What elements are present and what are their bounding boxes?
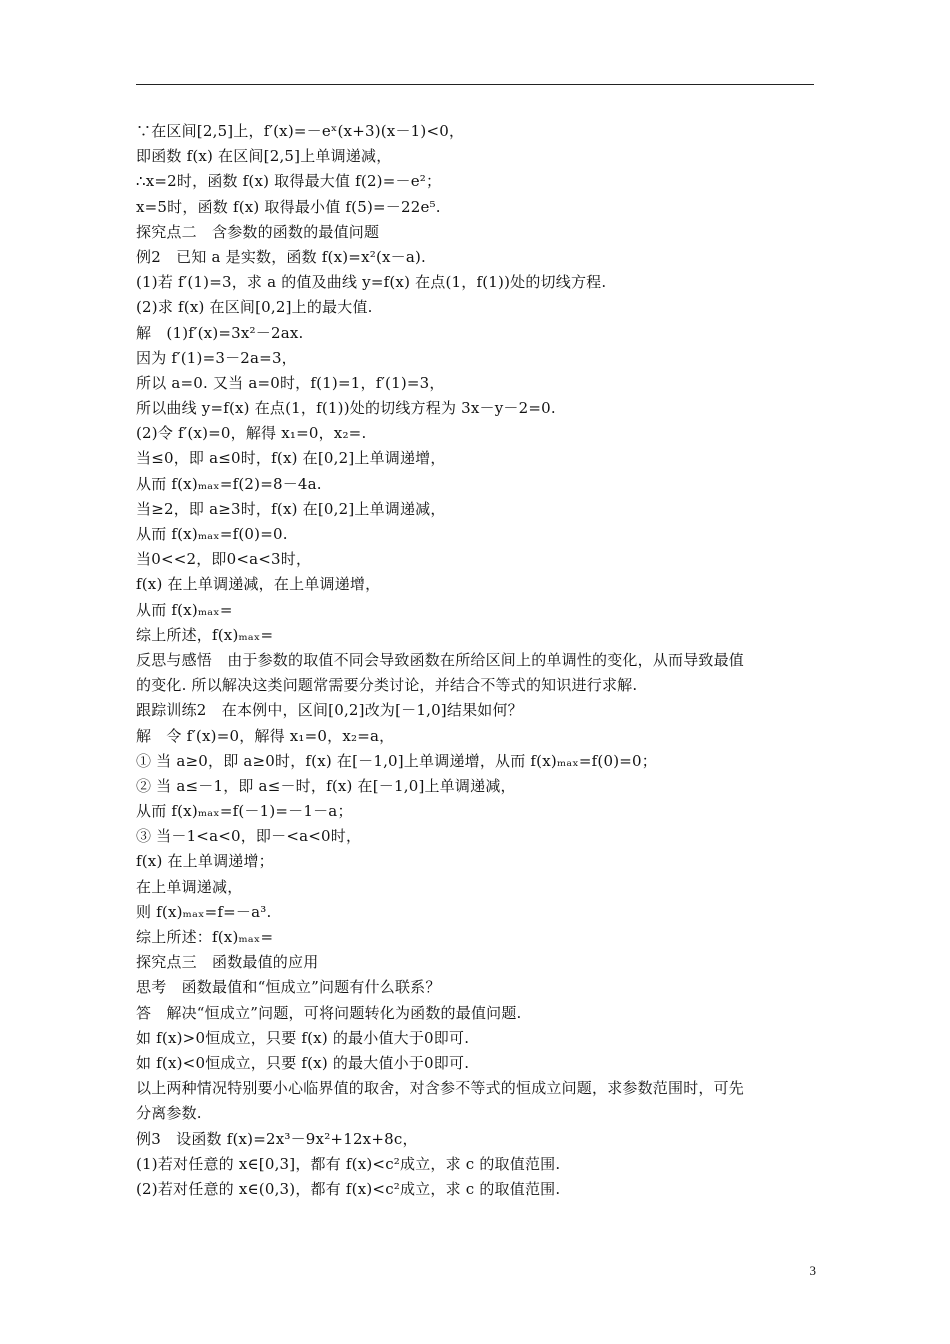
text-line: 所以 a=0. 又当 a=0时，f(1)=1，f′(1)=3， bbox=[136, 373, 445, 392]
text-line: 则 f(x)ₘₐₓ=f=－a³. bbox=[136, 902, 272, 921]
header-rule bbox=[136, 84, 814, 85]
question-heading: 思考 函数最值和“恒成立”问题有什么联系？ bbox=[136, 978, 441, 997]
text-line: (2)若对任意的 x∈(0,3)，都有 f(x)<c²成立，求 c 的取值范围. bbox=[136, 1179, 561, 1198]
text-line: 所以曲线 y=f(x) 在点(1，f(1))处的切线方程为 3x－y－2=0. bbox=[136, 399, 556, 418]
example-heading: 例3 设函数 f(x)=2x³－9x²+12x+8c， bbox=[136, 1129, 418, 1148]
document-body bbox=[136, 119, 814, 1202]
text-line: 从而 f(x)ₘₐₓ=f(0)=0. bbox=[136, 525, 288, 543]
section-heading: 探究点二 含参数的函数的最值问题 bbox=[136, 222, 380, 241]
example-heading: 例2 已知 a 是实数，函数 f(x)=x²(x－a). bbox=[136, 247, 427, 266]
text-line: 从而 f(x)ₘₐₓ=f(－1)=－1－a； bbox=[136, 802, 353, 821]
text-line: ∵在区间[2,5]上，f′(x)=－eˣ(x+3)(x－1)<0， bbox=[136, 122, 465, 140]
text-line: 如 f(x)>0恒成立，只要 f(x) 的最小值大于0即可. bbox=[136, 1028, 470, 1047]
text-line: 综上所述，f(x)ₘₐₓ= bbox=[136, 625, 274, 644]
text-line: x=5时，函数 f(x) 取得最小值 f(5)=－22e⁵. bbox=[136, 197, 441, 216]
exercise-heading: 跟踪训练2 在本例中，区间[0,2]改为[－1,0]结果如何？ bbox=[136, 701, 523, 720]
text-line: 如 f(x)<0恒成立，只要 f(x) 的最大值小于0即可. bbox=[136, 1053, 470, 1072]
text-line: 解 令 f′(x)=0，解得 x₁=0，x₂=a， bbox=[136, 726, 395, 745]
reflection-heading: 反思与感悟 由于参数的取值不同会导致函数在所给区间上的单调性的变化，从而导致最值 bbox=[136, 650, 745, 669]
text-line: (1)若对任意的 x∈[0,3]，都有 f(x)<c²成立，求 c 的取值范围. bbox=[136, 1154, 561, 1173]
text-line: 从而 f(x)ₘₐₓ= bbox=[136, 600, 233, 619]
text-line: 答 解决“恒成立”问题，可将问题转化为函数的最值问题. bbox=[136, 1003, 522, 1022]
text-line: 当≥2，即 a≥3时，f(x) 在[0,2]上单调递减， bbox=[136, 499, 446, 518]
text-line: 在上单调递减， bbox=[136, 877, 243, 896]
text-line: 当≤0，即 a≤0时，f(x) 在[0,2]上单调递增， bbox=[136, 449, 446, 468]
text-line: (1)若 f′(1)=3，求 a 的值及曲线 y=f(x) 在点(1，f(1))处的切线方程. bbox=[136, 273, 607, 292]
text-line: 因为 f′(1)=3－2a=3， bbox=[136, 348, 297, 367]
text-line: 从而 f(x)ₘₐₓ=f(2)=8－4a. bbox=[136, 474, 322, 493]
text-line: 当0<<2，即0<a<3时， bbox=[136, 550, 312, 569]
text-line: ③ 当－1<a<0，即－<a<0时， bbox=[136, 827, 362, 846]
text-line: ∴x=2时，函数 f(x) 取得最大值 f(2)=－e²； bbox=[136, 172, 442, 191]
text-line: 分离参数. bbox=[136, 1104, 202, 1123]
text-line: 解 (1)f′(x)=3x²－2ax. bbox=[136, 323, 304, 342]
text-line: 的变化. 所以解决这类问题常需要分类讨论，并结合不等式的知识进行求解. bbox=[136, 676, 638, 695]
text-line: 综上所述：f(x)ₘₐₓ= bbox=[136, 928, 274, 946]
text-line: ② 当 a≤－1，即 a≤－时，f(x) 在[－1,0]上单调递减， bbox=[136, 776, 516, 795]
text-line: 以上两种情况特别要小心临界值的取舍，对含参不等式的恒成立问题，求参数范围时，可先 bbox=[136, 1079, 745, 1098]
text-line: f(x) 在上单调递减，在上单调递增， bbox=[136, 575, 381, 594]
text-line: 即函数 f(x) 在区间[2,5]上单调递减， bbox=[136, 147, 392, 166]
text-line: ① 当 a≥0，即 a≥0时，f(x) 在[－1,0]上单调递增，从而 f(x)ₘₐₓ=f(0)=0； bbox=[136, 751, 657, 770]
text-line: f(x) 在上单调递增； bbox=[136, 852, 274, 871]
page-number: 3 bbox=[809, 1263, 816, 1278]
text-line: (2)令 f′(x)=0，解得 x₁=0，x₂=. bbox=[136, 424, 367, 443]
section-heading: 探究点三 函数最值的应用 bbox=[136, 953, 319, 972]
text-line: (2)求 f(x) 在区间[0,2]上的最大值. bbox=[136, 298, 373, 317]
